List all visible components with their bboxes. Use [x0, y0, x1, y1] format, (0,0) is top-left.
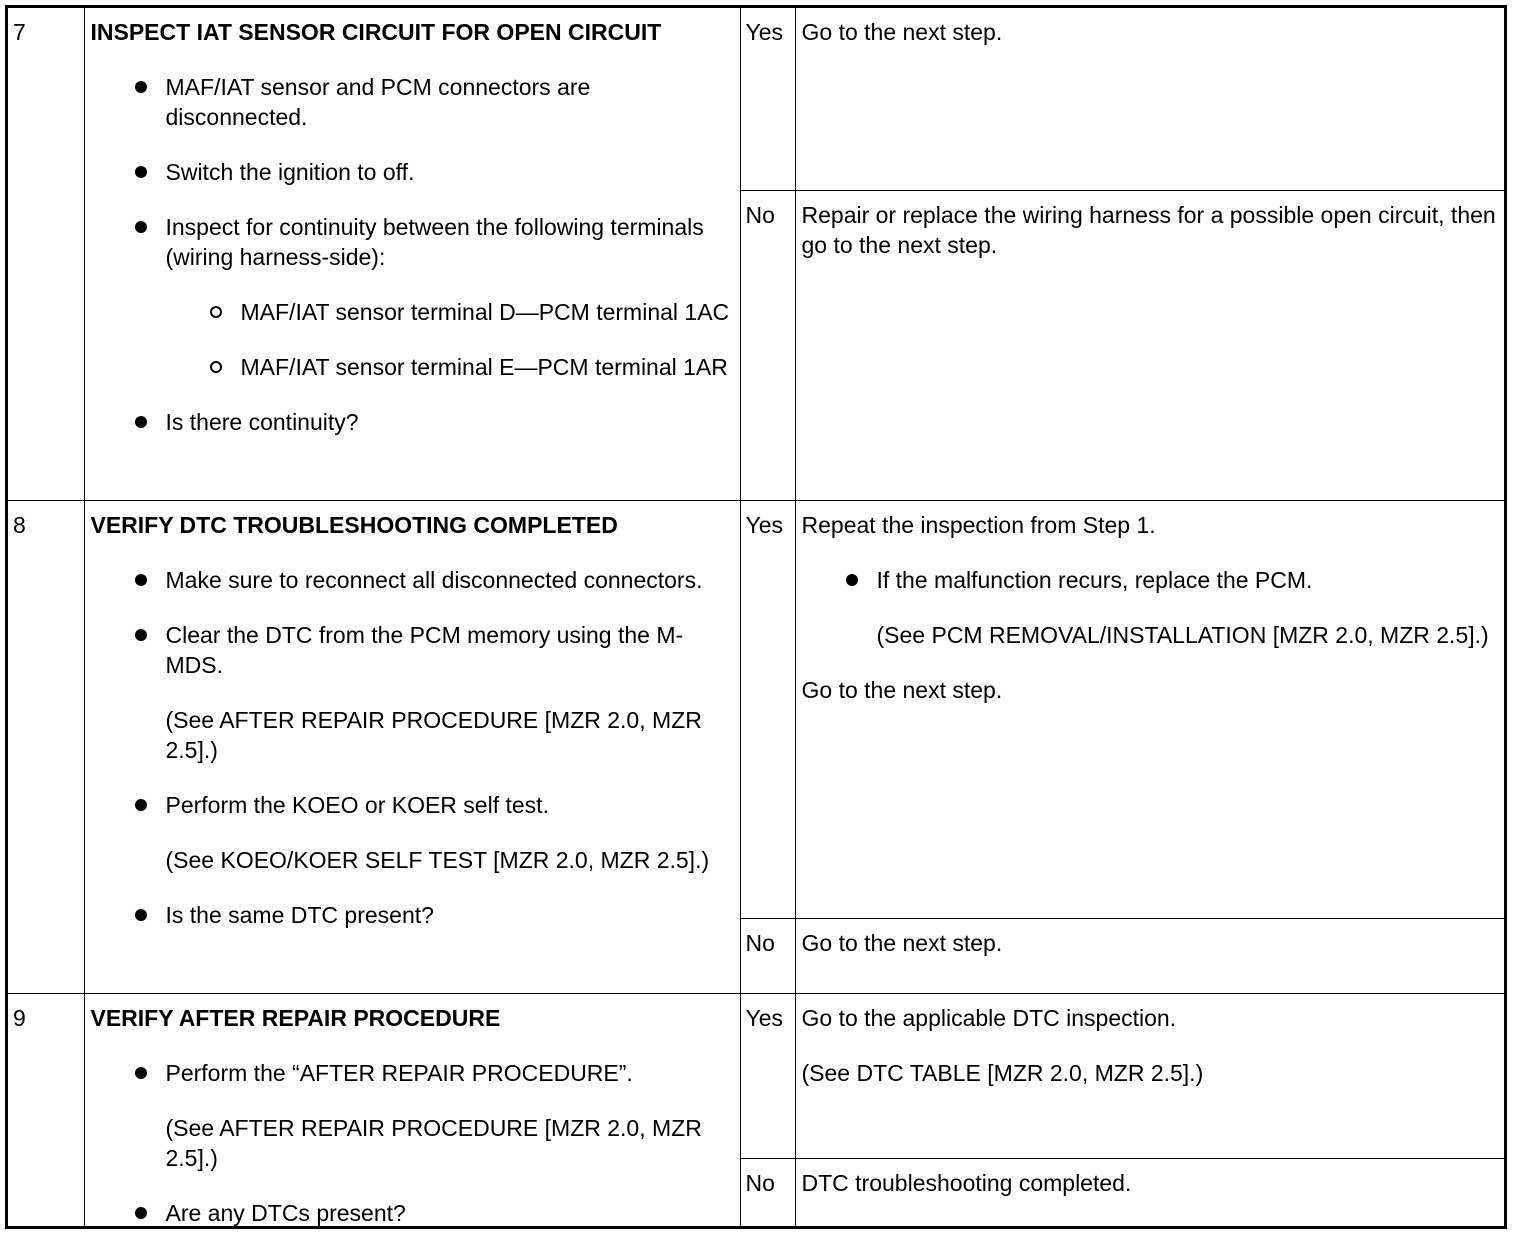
bullet-item: MAF/IAT sensor and PCM connectors are disconnected. [91, 72, 740, 132]
step-title: INSPECT IAT SENSOR CIRCUIT FOR OPEN CIRCUIT [90, 19, 662, 45]
step-procedure [84, 8, 740, 500]
no-result [795, 1158, 1504, 1228]
step-procedure [84, 993, 740, 1228]
step-title: VERIFY AFTER REPAIR PROCEDURE [90, 1004, 501, 1031]
bullet-item: Clear the DTC from the PCM memory using the M-MDS. [91, 620, 740, 680]
question-item: Are any DTCs present? [91, 1198, 740, 1228]
result-text: Repair or replace the wiring harness for a possible open circuit, then go to the next step. [801, 201, 1496, 258]
no-result [795, 918, 1504, 993]
step-procedure [84, 500, 740, 993]
yes-label: Yes [740, 993, 795, 1158]
reference-note: (See PCM REMOVAL/INSTALLATION [MZR 2.0, MZR 2.5].) [876, 621, 1489, 648]
yes-label: Yes [740, 500, 795, 918]
bullet-item: Make sure to reconnect all disconnected connectors. [91, 565, 740, 595]
reference-note: (See KOEO/KOER SELF TEST [MZR 2.0, MZR 2.5].) [165, 846, 710, 873]
result-text: Go to the next step. [801, 929, 1003, 956]
no-label: No [740, 190, 795, 500]
bullet-item: Inspect for continuity between the following terminals (wiring harness-side): [91, 212, 740, 272]
sub-bullet-item: MAF/IAT sensor terminal E—PCM terminal 1AR [91, 352, 740, 382]
no-label: No [740, 918, 795, 993]
step-title: VERIFY DTC TROUBLESHOOTING COMPLETED [90, 511, 618, 538]
question-item: Is the same DTC present? [91, 900, 740, 930]
bullet-item: Perform the KOEO or KOER self test. [91, 790, 740, 820]
sub-bullet-item: MAF/IAT sensor terminal D—PCM terminal 1AC [91, 297, 740, 327]
reference-note: (See DTC TABLE [MZR 2.0, MZR 2.5].) [801, 1059, 1204, 1086]
result-text: Repeat the inspection from Step 1. [801, 511, 1156, 538]
step-number: 7 [8, 8, 84, 500]
no-label: No [740, 1158, 795, 1228]
result-text: Go to the applicable DTC inspection. [801, 1004, 1177, 1031]
reference-note: (See AFTER REPAIR PROCEDURE [MZR 2.0, MZR 2.5].) [165, 1114, 702, 1171]
question-item: Is there continuity? [91, 407, 740, 437]
reference-note: (See AFTER REPAIR PROCEDURE [MZR 2.0, MZR 2.5].) [165, 706, 702, 763]
result-text: Go to the next step. [801, 676, 1003, 703]
step-number: 9 [8, 993, 84, 1228]
result-text: Go to the next step. [801, 19, 1003, 45]
no-result [795, 190, 1504, 500]
yes-result [795, 8, 1504, 190]
result-text: DTC troubleshooting completed. [801, 1169, 1132, 1196]
step-number: 8 [8, 500, 84, 993]
yes-result [795, 993, 1504, 1158]
bullet-item: Perform the “AFTER REPAIR PROCEDURE”. [91, 1058, 740, 1088]
troubleshooting-table [5, 5, 1507, 1229]
result-bullet: If the malfunction recurs, replace the PCM. [802, 565, 1499, 595]
yes-result [795, 500, 1504, 918]
bullet-item: Switch the ignition to off. [91, 157, 740, 187]
yes-label: Yes [740, 8, 795, 190]
